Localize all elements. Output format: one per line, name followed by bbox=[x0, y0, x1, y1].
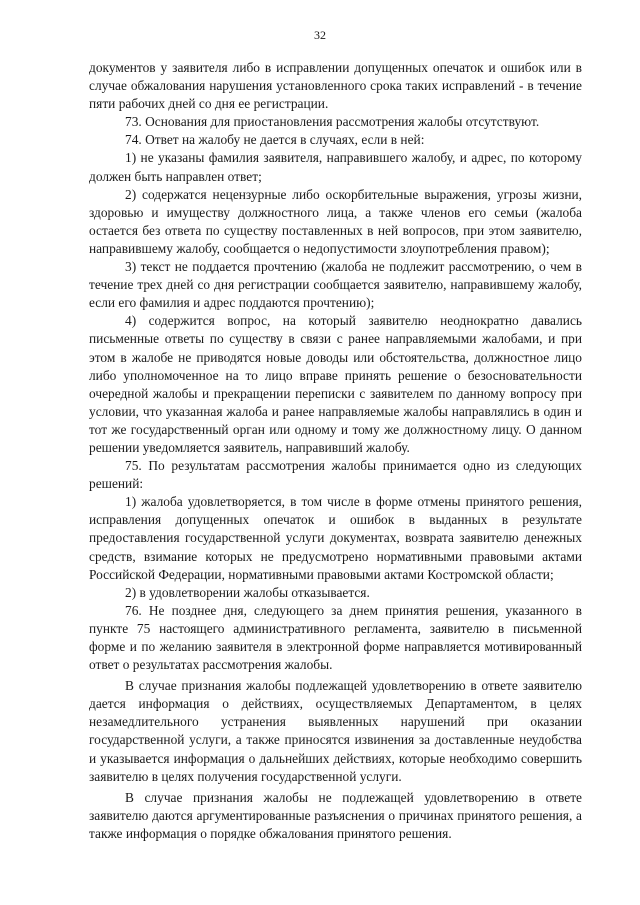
page-number: 32 bbox=[314, 28, 326, 42]
paragraph-76: 76. Не позднее дня, следующего за днем принятия решения, указанного в пункте 75 настоящего административного регламента, заявителю в письменной форме и по желанию заявителя в электронной форме направляется мотивированный ответ о результатах рассмотрения жалобы. bbox=[89, 602, 582, 673]
paragraph-76-rejected: В случае признания жалобы не подлежащей удовлетворению в ответе заявителю даются аргументированные разъяснения о причинах принятого решения, а также информация о порядке обжалования принятого решения. bbox=[89, 789, 582, 841]
paragraph-73: 73. Основания для приостановления рассмотрения жалобы отсутствуют. bbox=[125, 114, 540, 130]
document-body bbox=[89, 59, 582, 843]
paragraph-74-item-4: 4) содержится вопрос, на который заявителю неоднократно давались письменные ответы по существу в связи с ранее направляемыми жалобами, и при этом в жалобе не приводятся новые доводы или обстоятельства, должностное лицо либо уполномоченное на то лицо вправе принять решение о безосновательности очередной жалобы и прекращении переписки с заявителем по данному вопросу при условии, что указанная жалоба и ранее направляемые жалобы направлялись в один и тот же государственный орган или одному и тому же должностному лицу. О данном решении уведомляется заявитель, направивший жалобу. bbox=[89, 313, 582, 455]
paragraph-74-item-2: 2) содержатся нецензурные либо оскорбительные выражения, угрозы жизни, здоровью и имуществу должностного лица, а также членов его семьи (жалоба остается без ответа по существу поставленных в ней вопросов, при этом заявителю, направившему жалобу, сообщается о недопустимости злоупотребления правом); bbox=[89, 186, 582, 256]
paragraph-continuation: документов у заявителя либо в исправлении допущенных опечаток и ошибок или в случае обжалования нарушения установленного срока таких исправлений - в течение пяти рабочих дней со дня ее регистрации. bbox=[89, 60, 582, 112]
paragraph-75-item-2: 2) в удовлетворении жалобы отказывается. bbox=[125, 584, 370, 600]
paragraph-76-satisfied: В случае признания жалобы подлежащей удовлетворению в ответе заявителю дается информация о действиях, осуществляемых Департаментом, в целях незамедлительного устранения выявленных нарушений при оказании государственной услуги, а также приносятся извинения за доставленные неудобства и указывается информация о дальнейших действиях, которые необходимо совершить заявителю в целях получения государственной услуги. bbox=[89, 678, 582, 784]
paragraph-74: 74. Ответ на жалобу не дается в случаях, если в ней: bbox=[125, 132, 425, 148]
paragraph-75-item-1: 1) жалоба удовлетворяется, в том числе в форме отмены принятого решения, исправления допущенных опечаток и ошибок в выданных в результате предоставления государственной услуги документах, возврата заявителю денежных средств, взимание которых не предусмотрено нормативными правовыми актами Российской Федерации, нормативными правовыми актами Костромской области; bbox=[89, 494, 582, 582]
paragraph-74-item-3: 3) текст не поддается прочтению (жалоба не подлежит рассмотрению, о чем в течение трех дней со дня регистрации сообщается заявителю, направившему жалобу, если его фамилия и адрес поддаются прочтению); bbox=[89, 259, 582, 311]
paragraph-75: 75. По результатам рассмотрения жалобы принимается одно из следующих решений: bbox=[89, 458, 582, 492]
paragraph-74-item-1: 1) не указаны фамилия заявителя, направившего жалобу, и адрес, по которому должен быть направлен ответ; bbox=[89, 150, 582, 184]
